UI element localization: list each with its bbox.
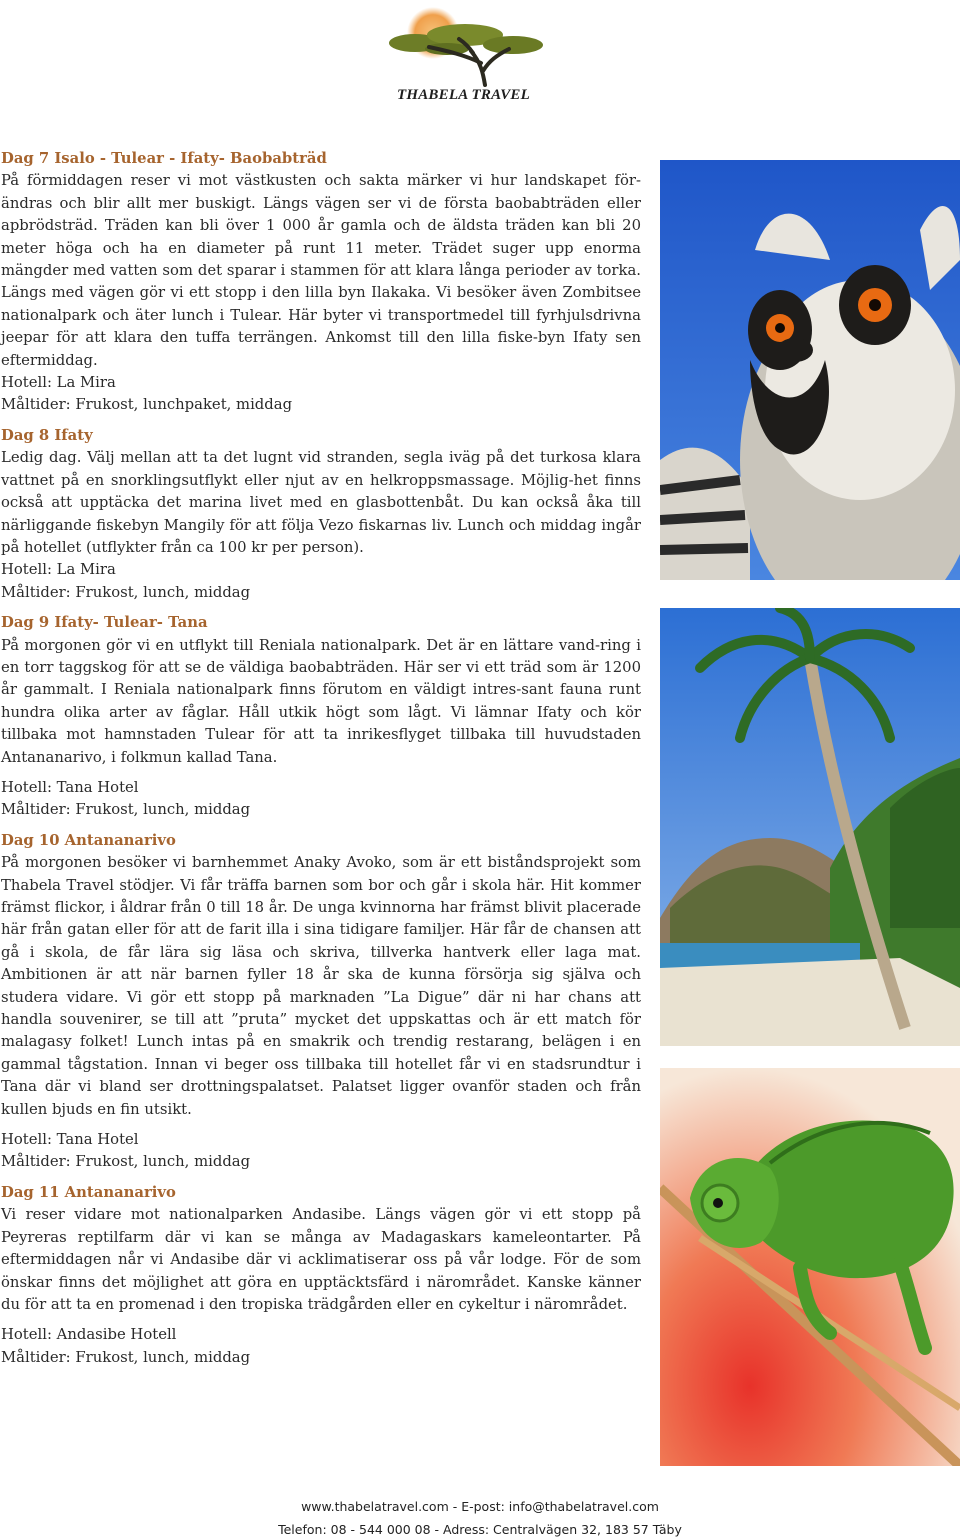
hotel-info: Hotell: Tana Hotel bbox=[1, 778, 139, 796]
meals-info: Måltider: Frukost, lunch, middag bbox=[1, 583, 251, 601]
day-section bbox=[1, 830, 641, 1174]
itinerary-content bbox=[1, 148, 641, 1369]
day-title: Dag 11 Antananarivo bbox=[1, 1183, 176, 1201]
day-title: Dag 10 Antananarivo bbox=[1, 831, 176, 849]
hotel-info: Hotell: Andasibe Hotell bbox=[1, 1326, 177, 1344]
day-description: På förmiddagen reser vi mot västkusten och sakta märker vi hur landskapet för-ändras och blir allt mer buskigt. Längs vägen ser vi de första baobabträden eller apbrödsträd. Träden kan bli över 1 000 år gamla och de äldsta träden kan bli 20 meter höga och ha en diameter på runt 11 meter. Trädet suger upp enorma mängder med vatten som det sparar i stammen för att klara långa perioder av torka. Längs med vägen gör vi ett stopp i den lilla byn Ilakaka. Vi besöker även Zombitsee nationalpark och äter lunch i Tulear. Här byter vi transportmedel till fyrhjulsdrivna jeepar för att klara den tuffa terrängen. Ankomst till den lilla fiske-byn Ifaty sen eftermiddag. bbox=[1, 172, 641, 369]
day-description: Ledig dag. Välj mellan att ta det lugnt vid stranden, segla iväg på det turkosa klara vattnet på en snorklingsutflykt eller njut av en helkroppsmassage. Möjlig-het finns också att upptäcka det marina livet med en glasbottenbåt. Du kan också åka till närliggande fiskebyn Mangily för att följa Vezo fiskarnas liv. Lunch och middag ingår på hotellet (utflykter från ca 100 kr per person). bbox=[1, 449, 641, 556]
brand-name: THABELA TRAVEL bbox=[397, 87, 530, 103]
beach-palm-photo bbox=[660, 608, 960, 1046]
meals-info: Måltider: Frukost, lunch, middag bbox=[1, 1153, 251, 1171]
day-description: På morgonen gör vi en utflykt till Reniala nationalpark. Det är en lättare vand-ring i en torr taggskog för att se de väldiga baobabträden. Här ser vi ett träd som är 1200 år gammalt. I Reniala nationalpark finns förutom en väldigt intres-sant fauna runt hundra olika arter av fåglar. Håll utkik högt som lågt. Vi lämnar Ifaty och kör tillbaka mot hamnstaden Tulear för att ta inrikesflyget tillbaka till huvudstaden Antananarivo, i folkmun kallad Tana. bbox=[1, 636, 641, 766]
footer-contact-line: www.thabelatravel.com - E-post: info@thabelatravel.com bbox=[301, 1499, 659, 1514]
meals-info: Måltider: Frukost, lunchpaket, middag bbox=[1, 396, 293, 414]
day-title: Dag 8 Ifaty bbox=[1, 426, 93, 444]
company-logo bbox=[385, 5, 550, 105]
day-title: Dag 7 Isalo - Tulear - Ifaty- Baobabträd bbox=[1, 150, 327, 167]
day-description: Vi reser vidare mot nationalparken Andasibe. Längs vägen gör vi ett stopp på Peyreras reptilfarm där vi kan se många av Madagaskars kameleontarter. På eftermiddagen når vi Andasibe där vi acklimatiserar oss på vår lodge. För de som önskar finns det möjlighet att göra en upptäcktsfärd i närområdet. Kanske känner du för att ta en promenad i den tropiska trädgården eller en cykeltur i närområdet. bbox=[1, 1206, 641, 1313]
day-section bbox=[1, 1182, 641, 1369]
lemur-photo bbox=[660, 160, 960, 580]
hotel-info: Hotell: Tana Hotel bbox=[1, 1131, 139, 1149]
chameleon-photo bbox=[660, 1068, 960, 1466]
day-section bbox=[1, 425, 641, 604]
day-description: På morgonen besöker vi barnhemmet Anaky Avoko, som är ett biståndsprojekt som Thabela Travel stödjer. Vi får träffa barnen som bor och går i skola här. Hit kommer främst flickor, i åldrar från 0 till 18 år. De unga kvinnorna har främst blivit placerade här från gatan eller för att de farit illa i sina tidigare familjer. Här får de chansen att gå i skola, de får lära sig läsa och skriva, tillverka hantverk eller laga mat. Ambitionen är att när barnen fyller 18 år ska de kunna försörja sig själva och studera vidare. Vi gör ett stopp på marknaden ”La Digue” där ni har chans att handla souvenirer, se till att ”pruta” mycket det uppskattas och är ett match för malagasy folket! Lunch intas på en smakrik och trendig restarang, belägen i en gammal tågstation. Innan vi beger oss tillbaka till hotellet får vi en stadsrundtur i Tana där vi bland ser drottningspalatset. Palatset ligger ovanför staden och från kullen bjuds en fin utsikt. bbox=[1, 854, 641, 1118]
meals-info: Måltider: Frukost, lunch, middag bbox=[1, 1348, 251, 1366]
day-section bbox=[1, 148, 641, 417]
acacia-tree-logo-icon bbox=[385, 5, 550, 87]
day-title: Dag 9 Ifaty- Tulear- Tana bbox=[1, 614, 208, 632]
footer-address-line: Telefon: 08 - 544 000 08 - Adress: Centralvägen 32, 183 57 Täby bbox=[278, 1522, 682, 1537]
meals-info: Måltider: Frukost, lunch, middag bbox=[1, 801, 251, 819]
day-section bbox=[1, 612, 641, 822]
hotel-info: Hotell: La Mira bbox=[1, 374, 116, 392]
hotel-info: Hotell: La Mira bbox=[1, 561, 116, 579]
